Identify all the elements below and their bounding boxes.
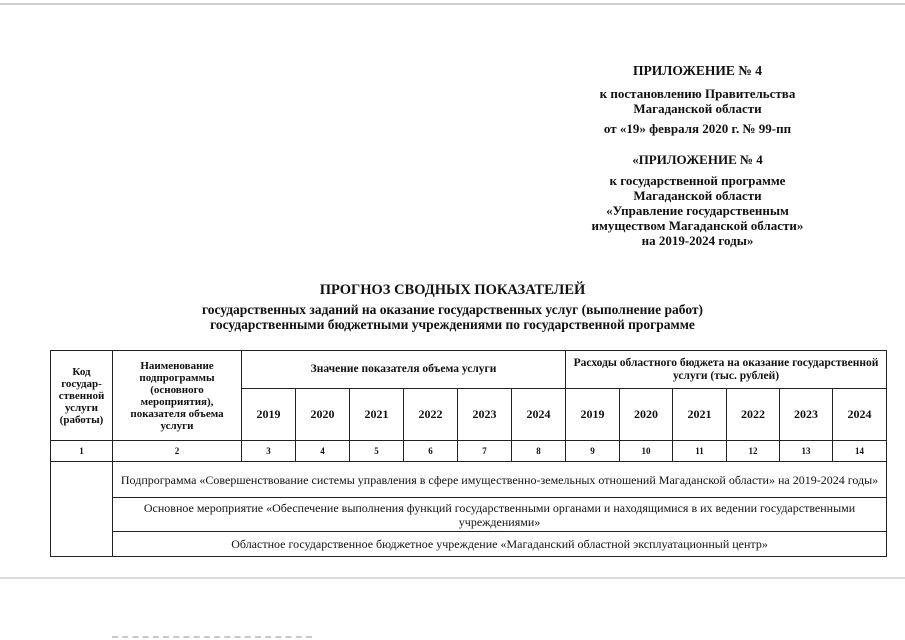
column-number: 12	[727, 441, 780, 462]
column-number: 5	[350, 441, 404, 462]
subtitle-line-1: государственных заданий на оказание государственных услуг (выполнение работ)	[201, 302, 704, 317]
document-subtitle	[0, 302, 905, 332]
column-number: 13	[780, 441, 833, 462]
year-expense-2021: 2021	[673, 389, 727, 441]
year-volume-2021: 2021	[350, 389, 404, 441]
column-number: 8	[512, 441, 566, 462]
table-row	[51, 532, 887, 557]
program-appendix-header	[560, 152, 835, 248]
program-appendix-title: «ПРИЛОЖЕНИЕ № 4	[632, 152, 763, 167]
subprogram-row: Подпрограмма «Совершенствование системы управления в сфере имущественно-земельных отношений Магаданской области» на 2019-2024 годы»	[113, 462, 887, 498]
year-expense-2019: 2019	[566, 389, 620, 441]
column-number-row	[51, 441, 887, 462]
year-expense-2020: 2020	[620, 389, 673, 441]
decree-date: от «19» февраля 2020 г. № 99-пп	[603, 121, 792, 136]
header-code: Код государ-ственной услуги (работы)	[51, 351, 113, 441]
column-number: 7	[458, 441, 512, 462]
header-expense-group: Расходы областного бюджета на оказание государственной услуги (тыс. рублей)	[566, 351, 887, 389]
program-line-1: к государственной программе	[609, 173, 786, 188]
year-volume-2024: 2024	[512, 389, 566, 441]
year-volume-2019: 2019	[242, 389, 296, 441]
program-line-5: на 2019-2024 годы»	[641, 233, 754, 248]
column-number: 3	[242, 441, 296, 462]
bottom-divider	[0, 577, 905, 579]
bottom-dashed-line	[112, 636, 312, 640]
institution-row: Областное государственное бюджетное учреждение «Магаданский областной эксплуатационный центр»	[113, 532, 887, 557]
program-line-3: «Управление государственным	[606, 203, 789, 218]
empty-code-cell	[51, 462, 113, 557]
year-volume-2020: 2020	[296, 389, 350, 441]
top-divider	[0, 3, 905, 5]
main-event-row: Основное мероприятие «Обеспечение выполнения функций государственными органами и находящимися в их ведении государственными учреждениями»	[113, 498, 887, 532]
column-number: 11	[673, 441, 727, 462]
year-expense-2023: 2023	[780, 389, 833, 441]
column-number: 10	[620, 441, 673, 462]
decree-line-2: Магаданской области	[633, 101, 762, 116]
column-number: 6	[404, 441, 458, 462]
document-title: ПРОГНОЗ СВОДНЫХ ПОКАЗАТЕЛЕЙ	[319, 282, 586, 298]
year-expense-2022: 2022	[727, 389, 780, 441]
table-header-row-1	[51, 351, 887, 389]
header-volume-group: Значение показателя объема услуги	[242, 351, 566, 389]
column-number: 9	[566, 441, 620, 462]
program-line-4: имуществом Магаданской области»	[591, 218, 804, 233]
year-volume-2023: 2023	[458, 389, 512, 441]
table-row	[51, 462, 887, 498]
subtitle-line-2: государственными бюджетными учреждениями по государственной программе	[210, 317, 695, 332]
column-number: 2	[113, 441, 242, 462]
column-number: 14	[833, 441, 887, 462]
year-expense-2024: 2024	[833, 389, 887, 441]
decree-appendix-header	[560, 63, 835, 136]
header-name: Наименование подпрограммы (основного мероприятия), показателя объема услуги	[113, 351, 242, 441]
year-volume-2022: 2022	[404, 389, 458, 441]
program-line-2: Магаданской области	[633, 188, 762, 203]
indicators-table	[50, 350, 887, 557]
column-number: 1	[51, 441, 113, 462]
column-number: 4	[296, 441, 350, 462]
table-row	[51, 498, 887, 532]
appendix-title: ПРИЛОЖЕНИЕ № 4	[633, 63, 762, 78]
decree-line-1: к постановлению Правительства	[599, 86, 796, 101]
